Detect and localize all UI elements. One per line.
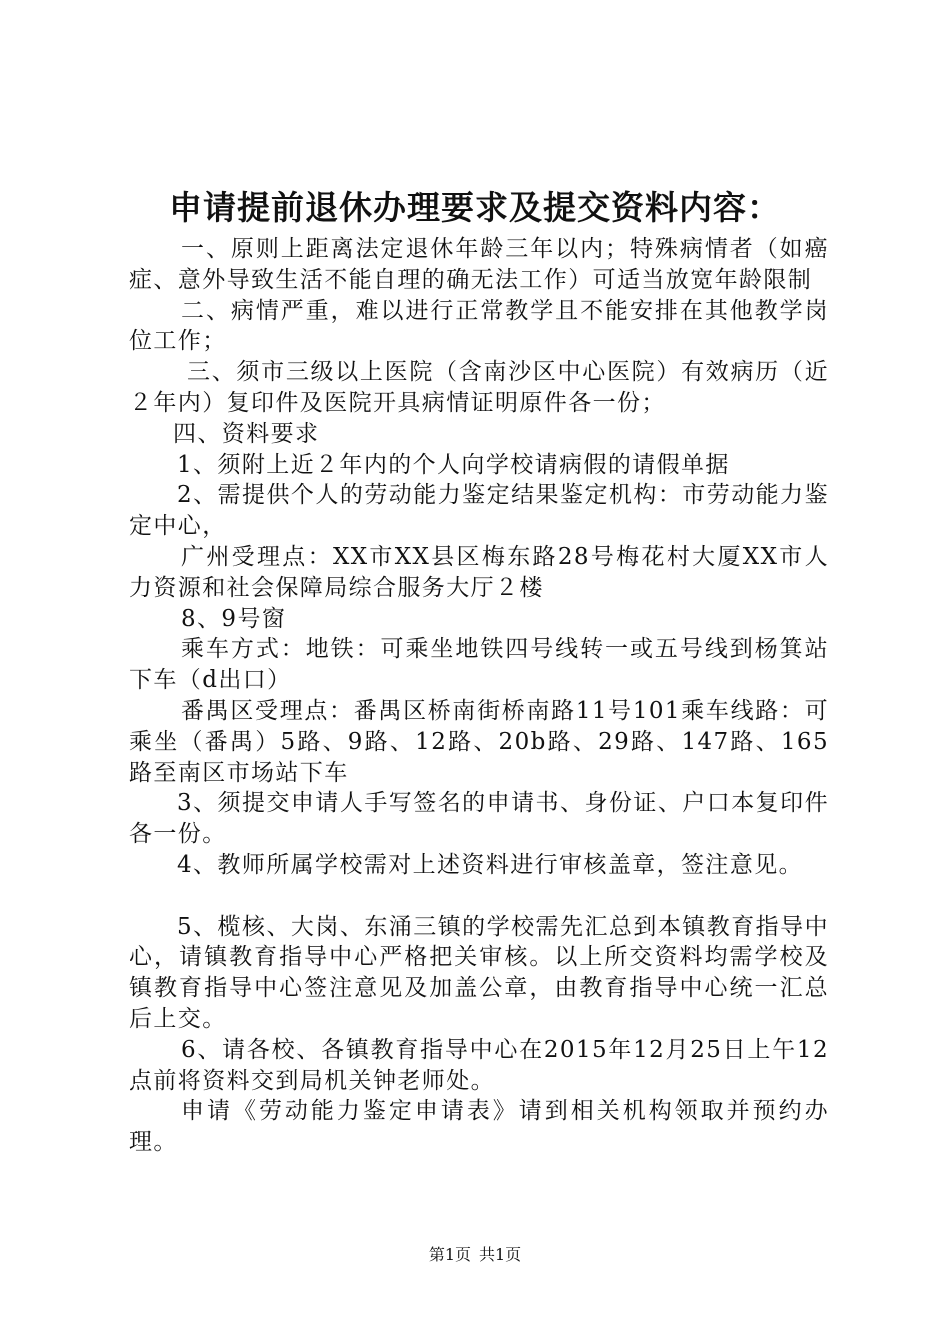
paragraph-item-2: 2、需提供个人的劳动能力鉴定结果鉴定机构：市劳动能力鉴定中心， [129,482,829,540]
paragraph-spacer [129,881,829,912]
paragraph-application-form: 申请《劳动能力鉴定申请表》请到相关机构领取并预约办理。 [129,1098,829,1156]
page-number: 第1页 [428,1245,471,1264]
document-body [129,234,829,1158]
paragraph-materials-heading: 四、资料要求 [173,420,320,447]
page-total: 共1页 [479,1245,522,1264]
page-footer [0,1244,950,1266]
paragraph-item-1: 1、须附上近２年内的个人向学校请病假的请假单据 [177,451,730,478]
paragraph-transport: 乘车方式：地铁：可乘坐地铁四号线转一或五号线到杨箕站下车（d出口） [129,636,829,694]
paragraph-hospital-records: 三、须市三级以上医院（含南沙区中心医院）有效病历（近２年内）复印件及医院开具病情证明原件各一份； [129,359,829,416]
document-title: 申请提前退休办理要求及提交资料内容： [169,188,781,227]
paragraph-illness: 二、病情严重，难以进行正常教学且不能安排在其他教学岗位工作； [129,297,829,355]
paragraph-item-5: 5、榄核、大岗、东涌三镇的学校需先汇总到本镇教育指导中心，请镇教育指导中心严格把关审核。以上所交资料均需学校及镇教育指导中心签注意见及加盖公章，由教育指导中心统一汇总后上交。 [129,913,829,1032]
paragraph-item-6: 6、请各校、各镇教育指导中心在2015年12月25日上午12点前将资料交到局机关钟老师处。 [129,1036,829,1094]
paragraph-principle: 一、原则上距离法定退休年龄三年以内；特殊病情者（如癌症、意外导致生活不能自理的确无法工作）可适当放宽年龄限制 [129,236,829,293]
paragraph-panyu-office: 番禺区受理点：番禺区桥南街桥南路11号101乘车线路：可乘坐（番禺）5路、9路、12路、20b路、29路、147路、165路至南区市场站下车 [129,697,829,786]
paragraph-guangzhou-office: 广州受理点：XX市XX县区梅东路28号梅花村大厦XX市人力资源和社会保障局综合服务大厅２楼 [129,543,829,601]
paragraph-item-3: 3、须提交申请人手写签名的申请书、身份证、户口本复印件各一份。 [129,790,829,848]
paragraph-windows: 8、9号窗 [181,605,287,632]
paragraph-item-4: 4、教师所属学校需对上述资料进行审核盖章，签注意见。 [177,851,804,878]
